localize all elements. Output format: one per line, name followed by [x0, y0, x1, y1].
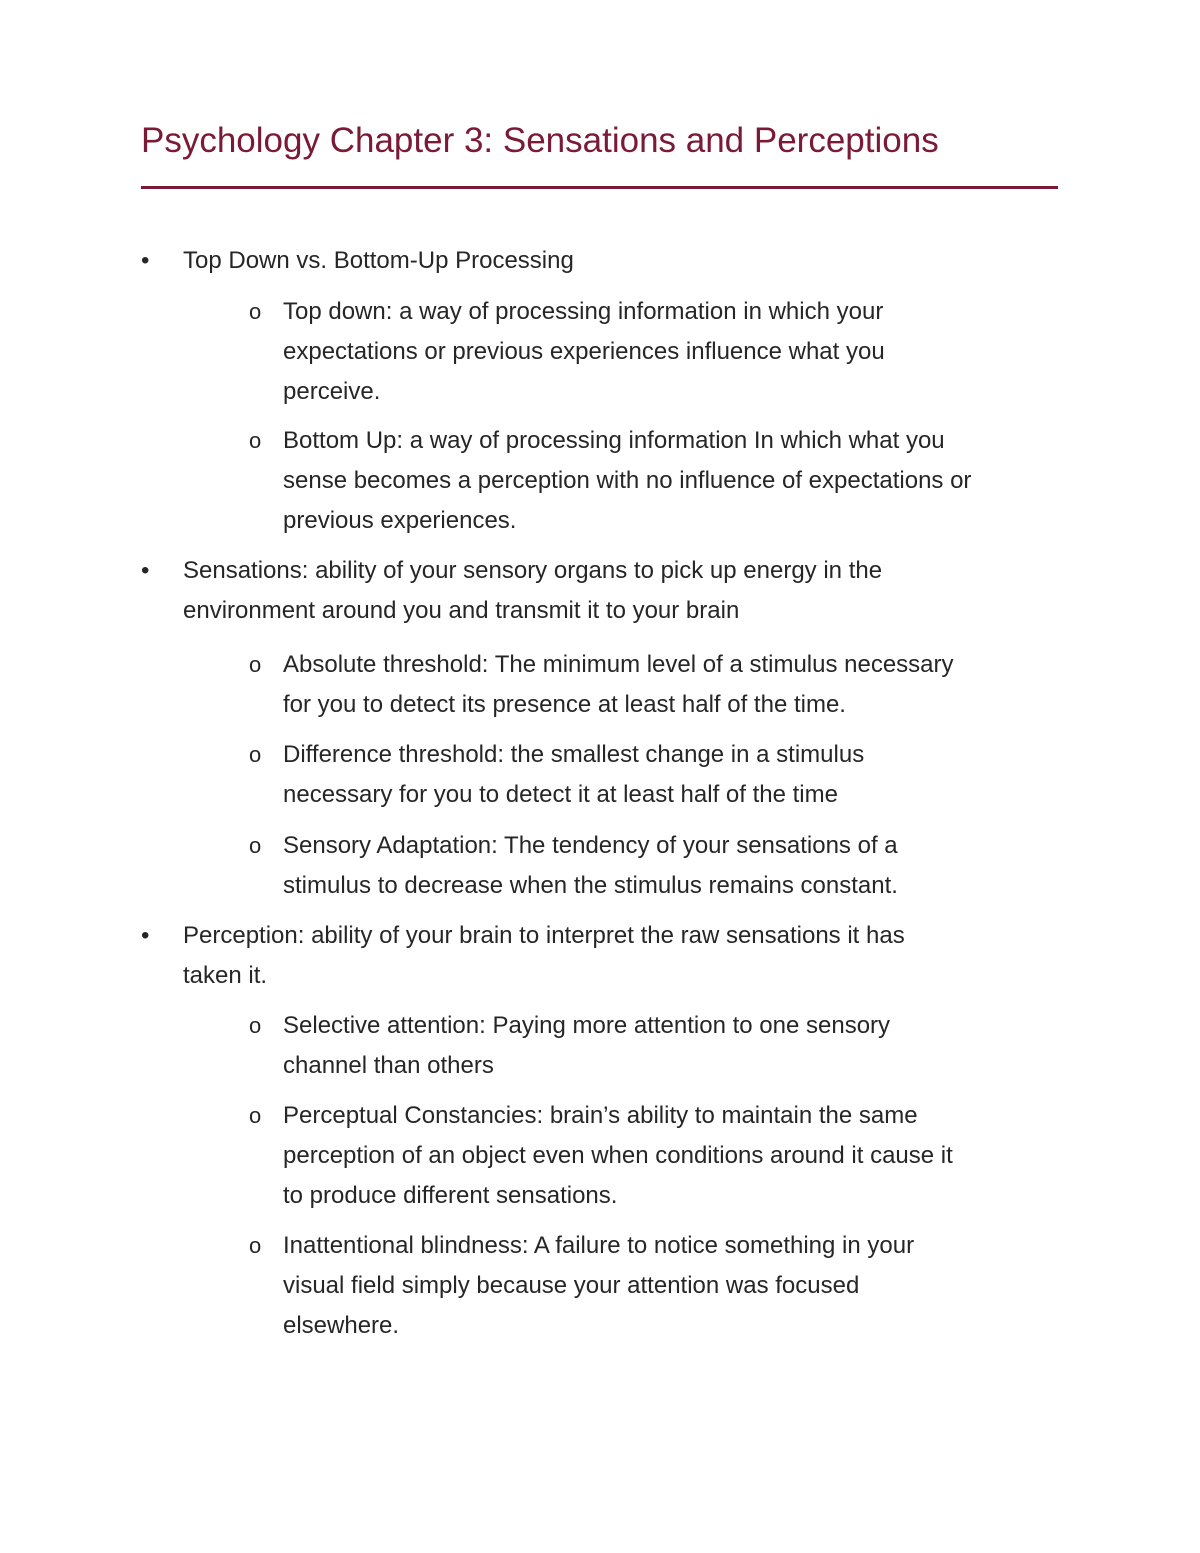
sub-text-line: visual field simply because your attention was focused — [283, 1272, 860, 1299]
sub-text-line: elsewhere. — [283, 1312, 400, 1339]
sub-item-bottom-up — [249, 421, 1073, 541]
sub-item-sensory-adaptation — [249, 826, 1073, 906]
bullet-text-line: Top Down vs. Bottom-Up Processing — [183, 247, 574, 274]
sub-item-difference-threshold — [249, 735, 1073, 815]
sub-text-line: sense becomes a perception with no influence of expectations or — [283, 467, 972, 494]
sub-text-line: Selective attention: Paying more attention to one sensory — [283, 1012, 891, 1039]
bullet-text-line: taken it. — [183, 962, 268, 989]
sub-text-line: perceive. — [283, 378, 381, 405]
sub-marker: o — [249, 1013, 262, 1038]
bullet-text-line: environment around you and transmit it to your brain — [183, 597, 740, 624]
sub-text-line: necessary for you to detect it at least half of the time — [283, 781, 838, 808]
sub-text-line: Absolute threshold: The minimum level of a stimulus necessary — [283, 651, 954, 678]
sub-item-inattentional-blindness — [249, 1226, 1073, 1346]
sub-marker: o — [249, 652, 262, 677]
bullet-item-top-down-vs-bottom-up — [141, 241, 1043, 281]
sub-item-top-down — [249, 292, 1073, 412]
sub-marker: o — [249, 428, 262, 453]
bullet-text-line: Sensations: ability of your sensory organs to pick up energy in the — [183, 557, 883, 584]
sub-marker: o — [249, 742, 262, 767]
sub-item-absolute-threshold — [249, 645, 1073, 725]
sub-text-line: Perceptual Constancies: brain’s ability to maintain the same — [283, 1102, 918, 1129]
sub-text-line: Top down: a way of processing information in which your — [283, 298, 884, 325]
sub-text-line: Bottom Up: a way of processing information In which what you — [283, 427, 945, 454]
sub-text-line: Sensory Adaptation: The tendency of your sensations of a — [283, 832, 898, 859]
sub-text-line: expectations or previous experiences influence what you — [283, 338, 885, 365]
sub-item-selective-attention — [249, 1006, 1073, 1086]
sub-marker: o — [249, 299, 262, 324]
sub-text-line: Difference threshold: the smallest change in a stimulus — [283, 741, 865, 768]
sub-marker: o — [249, 1233, 262, 1258]
bullet-marker: • — [141, 922, 150, 949]
bullet-item-perception — [141, 916, 1043, 996]
sub-text-line: perception of an object even when conditions around it cause it — [283, 1142, 953, 1169]
sub-item-perceptual-constancies — [249, 1096, 1073, 1216]
bullet-marker: • — [141, 247, 150, 274]
sub-text-line: to produce different sensations. — [283, 1182, 618, 1209]
sub-text-line: previous experiences. — [283, 507, 517, 534]
bullet-item-sensations — [141, 551, 1043, 631]
sub-text-line: for you to detect its presence at least half of the time. — [283, 691, 846, 718]
sub-marker: o — [249, 833, 262, 858]
sub-text-line: Inattentional blindness: A failure to notice something in your — [283, 1232, 915, 1259]
sub-text-line: stimulus to decrease when the stimulus remains constant. — [283, 872, 898, 899]
bullet-text-line: Perception: ability of your brain to interpret the raw sensations it has — [183, 922, 905, 949]
sub-marker: o — [249, 1103, 262, 1128]
sub-text-line: channel than others — [283, 1052, 494, 1079]
bullet-marker: • — [141, 557, 150, 584]
page-title: Psychology Chapter 3: Sensations and Perceptions — [141, 121, 939, 160]
